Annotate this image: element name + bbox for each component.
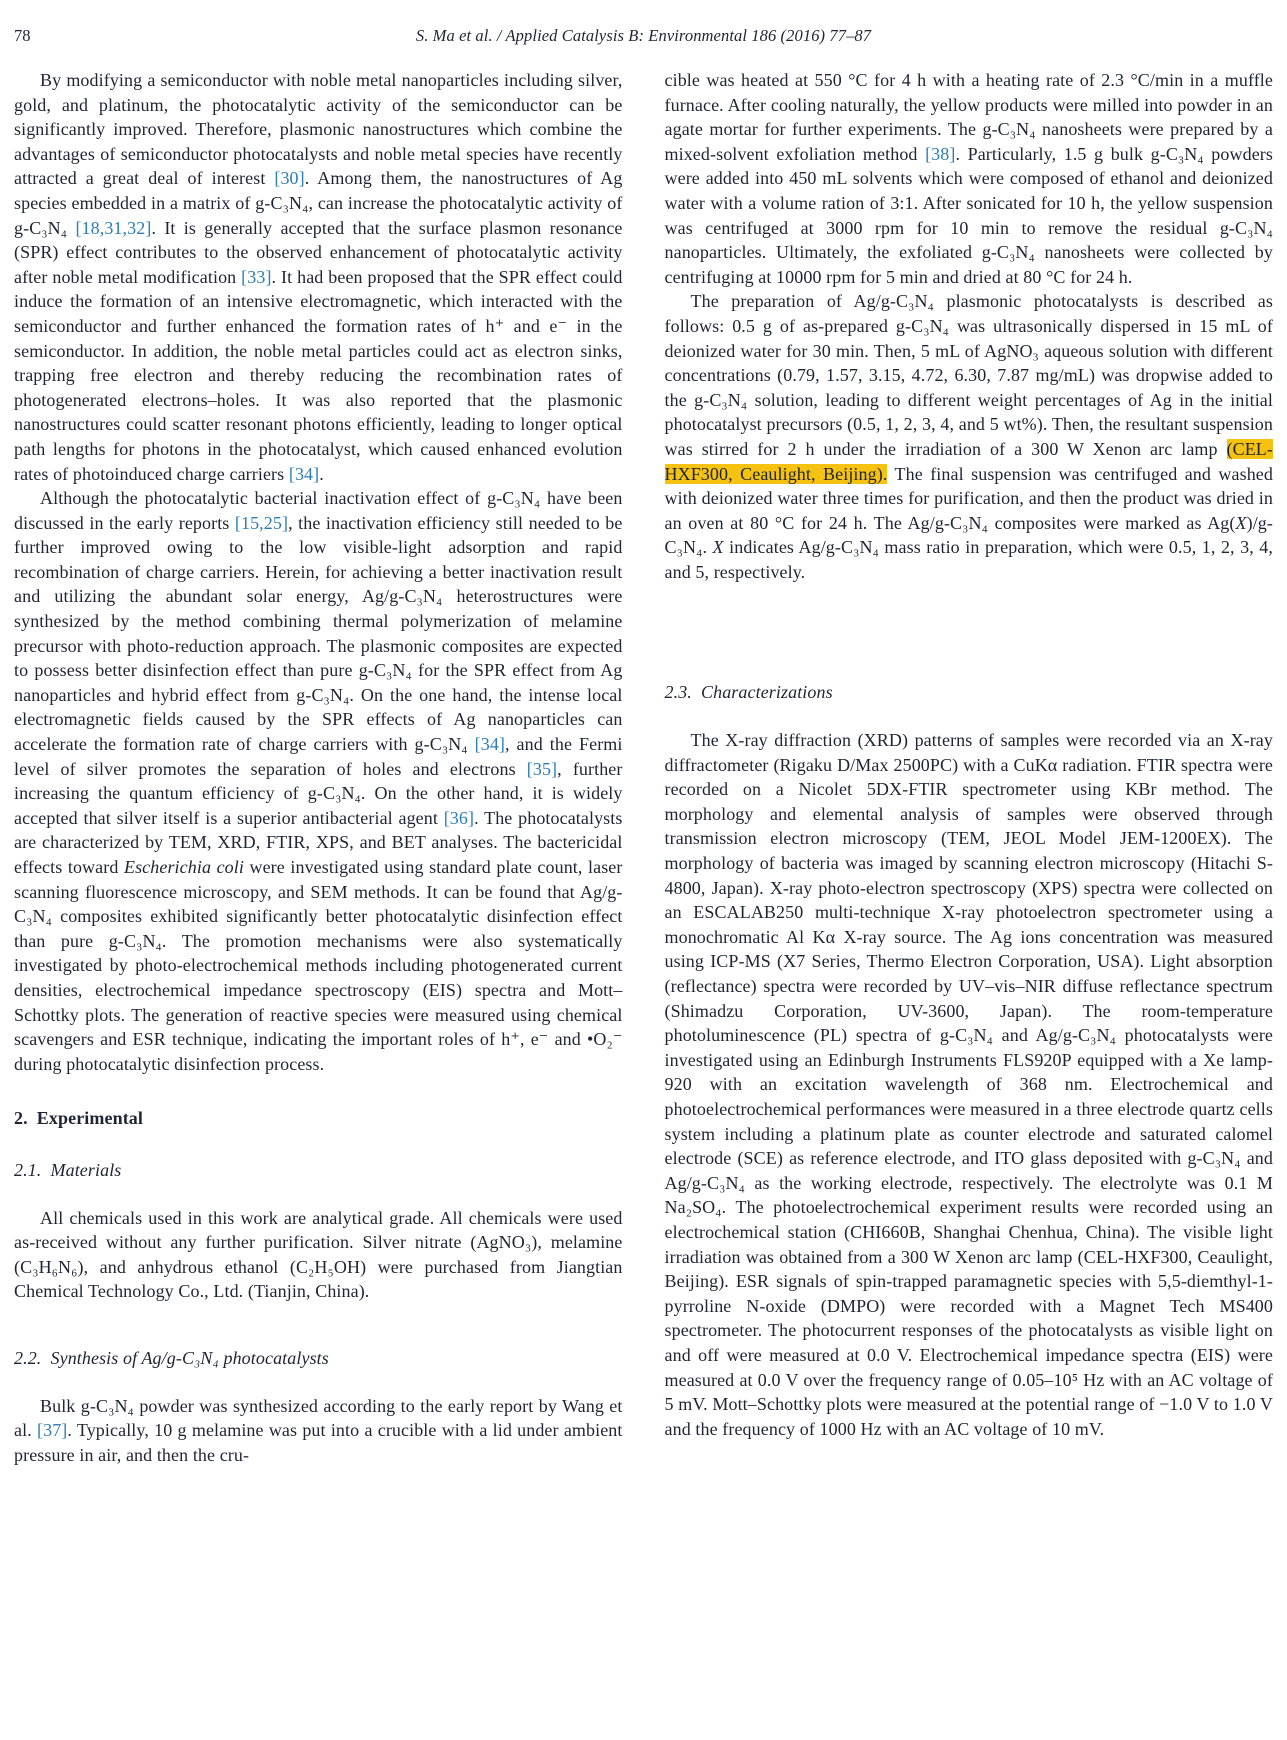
italic-text: Escherichia coli <box>123 857 244 877</box>
citation-link[interactable]: [18,31,32] <box>75 217 152 238</box>
paragraph-materials: All chemicals used in this work are analytical grade. All chemicals were used as-received without any further purification. Silver nitrate (AgNO₃), melamine (C₃H₆N₆), and anhydrous ethanol (C₂H₅OH) were purchased from Jiangtian Chemical Technology Co., Ltd. (Tianjin, China). <box>14 1207 623 1302</box>
highlighted-text: (CEL-HXF300, Ceaulight, Beijing). <box>664 438 1273 484</box>
page-header <box>14 26 1273 46</box>
column-left <box>14 68 623 1467</box>
citation-link[interactable]: [36] <box>443 807 475 828</box>
paragraph-inactivation-intro: Although the photocatalytic bacterial inactivation effect of g-C₃N₄ have been discussed in the early reports [15,25], the inactivation efficiency still needed to be further improved owing to the low visible-light adsorption and rapid recombination of charge carriers. Herein, for achieving a better inactivation result and utilizing the abundant solar energy, Ag/g-C₃N₄ heterostructures were synthesized by the method combining thermal polymerization of melamine precursor with photo-reduction approach. The plasmonic composites are expected to possess better disinfection effect than pure g-C₃N₄ for the SPR effect from Ag nanoparticles and hybrid effect from g-C₃N₄. On the one hand, the intense local electromagnetic fields caused by the SPR effects of Ag nanoparticles can accelerate the formation rate of charge carriers with g-C₃N₄ [34], and the Fermi level of silver promotes the separation of holes and electrons [35], further increasing the quantum efficiency of g-C₃N₄. On the other hand, it is widely accepted that silver itself is a superior antibacterial agent [36]. The photocatalysts are characterized by TEM, XRD, FTIR, XPS, and BET analyses. The bactericidal effects toward Escherichia coli were investigated using standard plate count, laser scanning fluorescence microscopy, and SEM methods. It can be found that Ag/g-C₃N₄ composites exhibited significantly better photocatalytic disinfection effect than pure g-C₃N₄. The promotion mechanisms were also systematically investigated by photo-electrochemical methods including photogenerated current densities, electrochemical impedance spectroscopy (EIS) spectra and Mott–Schottky plots. The generation of reactive species were measured using chemical scavengers and ESR technique, indicating the important roles of h⁺, e⁻ and •O₂⁻ during photocatalytic disinfection process. <box>14 488 623 1074</box>
subsection-heading-characterizations: 2.3. Characterizations <box>664 682 833 703</box>
two-column-body <box>14 68 1273 1467</box>
paragraph-characterizations: The X-ray diffraction (XRD) patterns of samples were recorded via an X-ray diffractometer (Rigaku D/Max 2500PC) with a CuKα radiation. FTIR spectra were recorded on a Nicolet 5DX-FTIR spectrometer using KBr method. The morphology and elemental analysis of samples were observed through transmission electron microscopy (TEM, JEOL Model JEM-1200EX). The morphology of bacteria was imaged by scanning electron microscopy (Hitachi S-4800, Japan). X-ray photo-electron spectroscopy (XPS) spectra were collected on an ESCALAB250 multi-technique X-ray photoelectron spectrometer using a monochromatic Al Kα X-ray source. The Ag ions concentration was measured using ICP-MS (X7 Series, Thermo Electron Corporation, USA). Light absorption (reflectance) spectra were recorded by UV–vis–NIR diffuse reflectance spectrum (Shimadzu Corporation, UV-3600, Japan). The room-temperature photoluminescence (PL) spectra of g-C₃N₄ and Ag/g-C₃N₄ photocatalysts were investigated using an Edinburgh Instruments FLS920P equipped with a Xe lamp-920 with an excitation wavelength of 368 nm. Electrochemical and photoelectrochemical performances were measured in a three electrode quartz cells system including a platinum plate as counter electrode and saturated calomel electrode (SCE) as reference electrode, and ITO glass deposited with g-C₃N₄ and Ag/g-C₃N₄ as the working electrode, respectively. The electrolyte was 0.1 M Na₂SO₄. The photoelectrochemical experiment results were recorded using an electrochemical station (CHI660B, Shanghai Chenhua, China). The visible light irradiation was obtained from a 300 W Xenon arc lamp (CEL-HXF300, Ceaulight, Beijing). ESR signals of spin-trapped paramagnetic species with 5,5-diemthyl-1-pyrroline N-oxide (DMPO) were recorded with a Magnet Tech MS400 spectrometer. The photocurrent responses of the photocatalysts as visible light on and off were measured at 0.0 V. Electrochemical impedance spectra (EIS) were measured at 0.0 V over the frequency range of 0.05–10⁵ Hz with an AC voltage of 5 mV. Mott–Schottky plots were measured at the potential range of −1.0 V to 1.0 V and the frequency of 1000 Hz with an AC voltage of 10 mV. <box>664 730 1273 1439</box>
paragraph-ag-preparation: The preparation of Ag/g-C₃N₄ plasmonic photocatalysts is described as follows: 0.5 g of as-prepared g-C₃N₄ was ultrasonically dispersed in 15 mL of deionized water for 30 min. Then, 5 mL of AgNO₃ aqueous solution with different concentrations (0.79, 1.57, 3.15, 4.72, 6.30, 7.87 mg/mL) was dropwise added to the g-C₃N₄ solution, leading to different weight percentages of Ag in the initial photocatalyst precursors (0.5, 1, 2, 3, 4, and 5 wt%). Then, the resultant suspension was stirred for 2 h under the irradiation of a 300 W Xenon arc lamp (CEL-HXF300, Ceaulight, Beijing). The final suspension was centrifuged and washed with deionized water three times for purification, and then the product was dried in an oven at 80 °C for 24 h. The Ag/g-C₃N₄ composites were marked as Ag(X)/g-C₃N₄. X indicates Ag/g-C₃N₄ mass ratio in preparation, which were 0.5, 1, 2, 3, 4, and 5, respectively. <box>664 291 1274 582</box>
paragraph-synthesis-bulk: Bulk g-C₃N₄ powder was synthesized according to the early report by Wang et al. [37]. Typically, 10 g melamine was put into a crucible with a lid under ambient pressure in air, and then the cru- <box>14 1395 623 1465</box>
italic-text: X <box>712 537 724 558</box>
subsection-heading-synthesis: 2.2. Synthesis of Ag/g-C₃N₄ photocatalysts <box>14 1347 329 1368</box>
subsection-heading-materials: 2.1. Materials <box>14 1159 122 1180</box>
paragraph-plasmonic-intro: By modifying a semiconductor with noble metal nanoparticles including silver, gold, and platinum, the photocatalytic activity of the semiconductor can be significantly improved. Therefore, plasmonic nanostructures which combine the advantages of semiconductor photocatalysts and noble metal species have recently attracted a great deal of interest [30]. Among them, the nanostructures of Ag species embedded in a matrix of g-C₃N₄, can increase the photocatalytic activity of g-C₃N₄ [18,31,32]. It is generally accepted that the surface plasmon resonance (SPR) effect contributes to the observed enhancement of photocatalytic activity after noble metal modification [33]. It had been proposed that the SPR effect could induce the formation of an intensive electromagnetic, which interacted with the semiconductor and further enhanced the formation rates of h⁺ and e⁻ in the semiconductor. In addition, the noble metal particles could act as electron sinks, trapping free electron and thereby reducing the recombination rates of photogenerated electrons–holes. It was also reported that the plasmonic nanostructures could scatter resonant photons efficiently, leading to longer optical path lengths for photons in the photocatalyst, which caused enhanced evolution rates of photoinduced charge carriers [34]. <box>14 70 623 484</box>
italic-text: X <box>1235 512 1247 533</box>
section-heading-experimental: 2. Experimental <box>14 1108 143 1129</box>
citation-link[interactable]: [34] <box>474 734 506 755</box>
citation-link[interactable]: [35] <box>526 758 558 779</box>
citation-link[interactable]: [37] <box>37 1420 68 1441</box>
column-right <box>665 68 1274 1467</box>
citation-link[interactable]: [30] <box>274 168 305 189</box>
citation-link[interactable]: [33] <box>241 266 272 287</box>
paragraph-synthesis-continued: cible was heated at 550 °C for 4 h with a heating rate of 2.3 °C/min in a muffle furnace. After cooling naturally, the yellow products were milled into powder in an agate mortar for further experiments. The g-C₃N₄ nanosheets were prepared by a mixed-solvent exfoliation method [38]. Particularly, 1.5 g bulk g-C₃N₄ powders were added into 450 mL solvents which were composed of ethanol and deionized water with a volume ration of 3:1. After sonicated for 10 h, the yellow suspension was centrifuged at 3000 rpm for 10 min to remove the residual g-C₃N₄ nanoparticles. Ultimately, the exfoliated g-C₃N₄ nanosheets were collected by centrifuging at 10000 rpm for 5 min and dried at 80 °C for 24 h. <box>664 70 1273 287</box>
citation-link[interactable]: [34] <box>288 463 320 484</box>
citation-link[interactable]: [38] <box>925 143 956 164</box>
citation-link[interactable]: [15,25] <box>234 512 289 533</box>
page-number: 78 <box>14 26 31 45</box>
running-head: S. Ma et al. / Applied Catalysis B: Environmental 186 (2016) 77–87 <box>415 26 872 45</box>
